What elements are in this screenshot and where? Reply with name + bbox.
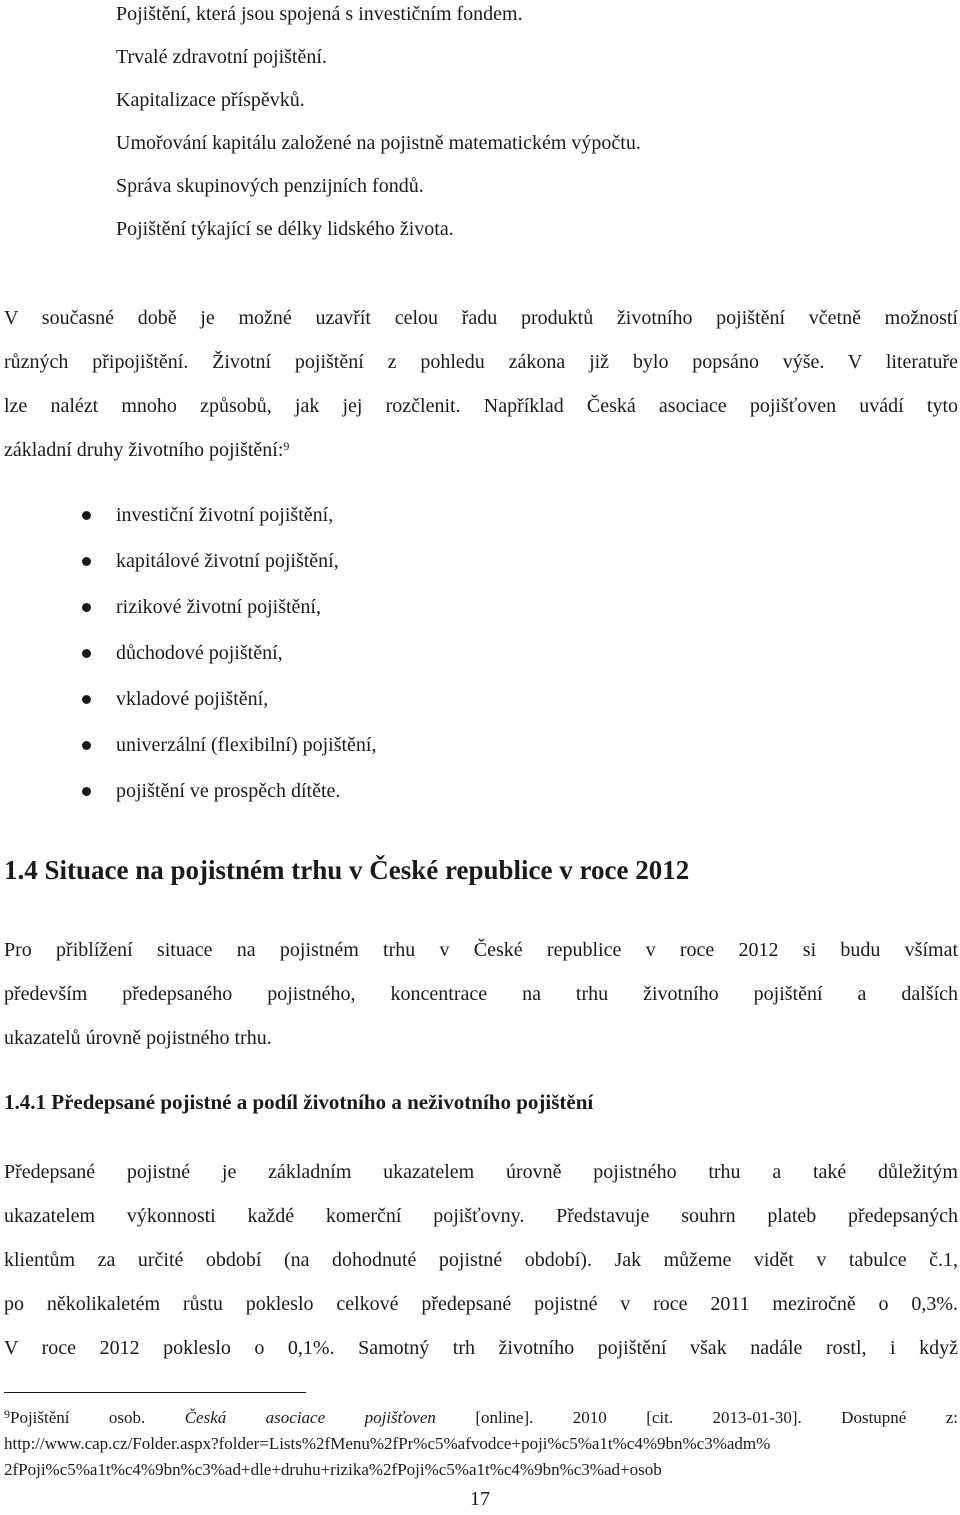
- footnote-reference: 9: [283, 439, 290, 453]
- footnote-source-title: Česká asociace pojišťoven: [184, 1408, 436, 1427]
- paragraph-line-text: základní druhy životního pojištění:: [4, 439, 284, 461]
- paragraph-line: [4, 428, 958, 472]
- list-item-text: důchodové pojištění,: [116, 642, 283, 664]
- page-number: 17: [470, 1488, 490, 1510]
- bullet-icon: [82, 557, 91, 566]
- footnote-number: 9: [4, 1407, 10, 1421]
- paragraph-line: různých připojištění. Životní pojištění z pohledu zákona již bylo popsáno výše. V literatuře: [4, 351, 958, 373]
- list-item-text: investiční životní pojištění,: [116, 504, 334, 526]
- paragraph-line: především předepsaného pojistného, koncentrace na trhu životního pojištění a dalších: [4, 983, 958, 1005]
- list-item-text: univerzální (flexibilní) pojištění,: [116, 734, 377, 756]
- paragraph-product-types: [4, 296, 958, 472]
- footnote-url-line: http://www.cap.cz/Folder.aspx?folder=Lists%2fMenu%2fPr%c5%afvodce+poji%c5%a1t%c4%9bn%c3%adm%: [4, 1434, 771, 1453]
- section-heading: 1.4 Situace na pojistném trhu v České republice v roce 2012: [4, 855, 690, 885]
- paragraph-line: V současné době je možné uzavřít celou řadu produktů životního pojištění včetně možností: [4, 307, 958, 329]
- footnote-url-line: 2fPoji%c5%a1t%c4%9bn%c3%ad+dle+druhu+rizika%2fPoji%c5%a1t%c4%9bn%c3%ad+osob: [4, 1460, 662, 1479]
- paragraph-line: klientům za určité období (na dohodnuté pojistné období). Jak můžeme vidět v tabulce č.1,: [4, 1249, 958, 1271]
- footnote-divider: [4, 1392, 306, 1393]
- list-item-text: pojištění ve prospěch dítěte.: [116, 780, 341, 802]
- bullet-icon: [82, 649, 91, 658]
- bullet-icon: [82, 787, 91, 796]
- paragraph-line: lze nalézt mnoho způsobů, jak jej rozčlenit. Například Česká asociace pojišťoven uvádí tyto: [4, 395, 958, 417]
- bullet-icon: [82, 603, 91, 612]
- bullet-icon: [82, 741, 91, 750]
- list-item-text: Umořování kapitálu založené na pojistně matematickém výpočtu.: [116, 132, 641, 154]
- bullet-icon: [82, 695, 91, 704]
- paragraph-line: Předepsané pojistné je základním ukazatelem úrovně pojistného trhu a také důležitým: [4, 1161, 958, 1183]
- list-item-text: Kapitalizace příspěvků.: [116, 89, 305, 111]
- list-item-text: Správa skupinových penzijních fondů.: [116, 175, 424, 197]
- list-item-text: Pojištění týkající se délky lidského života.: [116, 218, 454, 240]
- footnote-text: Pojištění osob.: [10, 1408, 146, 1427]
- bullet-icon: [82, 511, 91, 520]
- list-item-text: rizikové životní pojištění,: [116, 596, 321, 618]
- list-item-text: Pojištění, která jsou spojená s investičním fondem.: [116, 3, 523, 25]
- paragraph-line: Pro přiblížení situace na pojistném trhu v České republice v roce 2012 si budu všímat: [4, 939, 958, 961]
- paragraph-line: ukazatelů úrovně pojistného trhu.: [4, 1027, 272, 1049]
- paragraph-line: po několikaletém růstu pokleslo celkové předepsané pojistné v roce 2011 meziročně o 0,3%.: [4, 1293, 958, 1315]
- paragraph-line: V roce 2012 pokleslo o 0,1%. Samotný trh životního pojištění však nadále rostl, i když: [4, 1337, 958, 1359]
- paragraph-line: ukazatelem výkonnosti každé komerční pojišťovny. Představuje souhrn plateb předepsaných: [4, 1205, 958, 1227]
- paragraph-market-situation: [4, 928, 958, 1060]
- paragraph-written-premium: [4, 1150, 958, 1370]
- list-item-text: vkladové pojištění,: [116, 688, 269, 710]
- subsection-heading: 1.4.1 Předepsané pojistné a podíl životního a neživotního pojištění: [4, 1090, 594, 1114]
- list-item-text: Trvalé zdravotní pojištění.: [116, 46, 327, 68]
- footnote-text: [online]. 2010 [cit. 2013-01-30]. Dostupné z:: [475, 1408, 959, 1427]
- footnote: [4, 1406, 958, 1430]
- list-item-text: kapitálové životní pojištění,: [116, 550, 339, 572]
